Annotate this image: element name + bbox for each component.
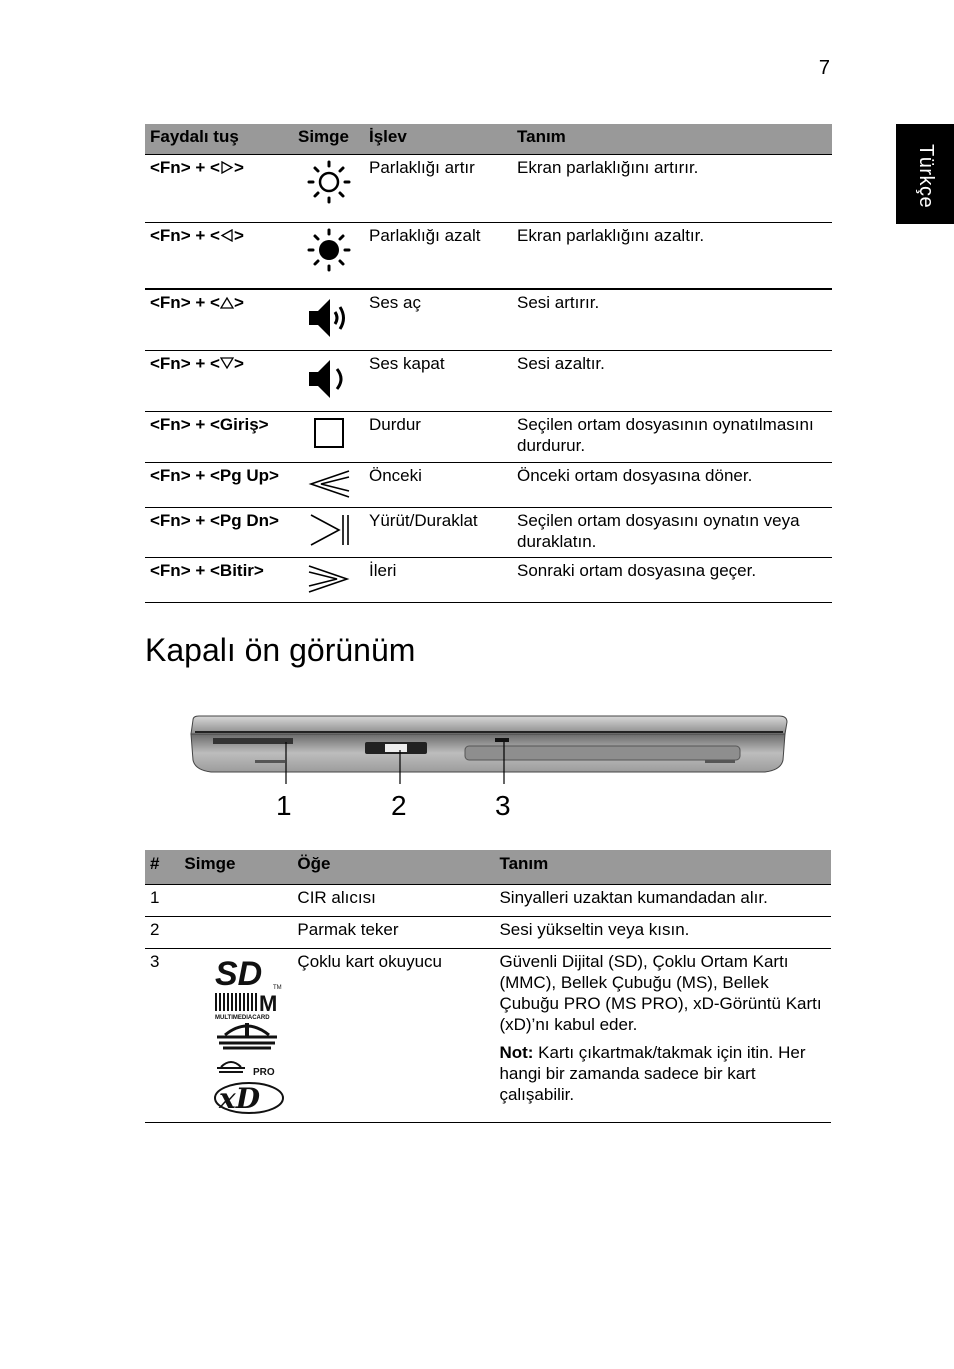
item-number: 1 (145, 884, 179, 916)
left-triangle-icon (220, 229, 234, 242)
right-triangle-icon (220, 161, 234, 174)
function-cell: Yürüt/Duraklat (364, 507, 512, 557)
item-number: 2 (145, 916, 179, 948)
header-hotkey: Faydalı tuş (145, 124, 293, 154)
table-row (145, 884, 831, 916)
hotkey-cell: <Fn> + <Bitir> (145, 557, 293, 602)
hotkey-cell: <Fn> + < > (145, 222, 293, 289)
description-cell: Ekran parlaklığını azaltır. (512, 222, 832, 289)
item-name: Parmak teker (292, 916, 494, 948)
volume-down-icon (293, 350, 364, 411)
table-row (145, 222, 832, 289)
brightness-up-icon (293, 154, 364, 222)
function-cell: Durdur (364, 411, 512, 462)
hotkey-cell: <Fn> + <Pg Dn> (145, 507, 293, 557)
laptop-front-view (185, 712, 791, 827)
function-cell: İleri (364, 557, 512, 602)
item-description-cell (494, 948, 831, 1122)
hotkey-cell: <Fn> + < > (145, 350, 293, 411)
table-row (145, 154, 832, 222)
svg-text:PRO: PRO (253, 1066, 276, 1078)
header-function: İşlev (364, 124, 512, 154)
item-name: CIR alıcısı (292, 884, 494, 916)
language-tab-label: Türkçe (915, 144, 937, 209)
table-row (145, 411, 832, 462)
item-description: Güvenli Dijital (SD), Çoklu Ortam Kartı (MMC), Bellek Çubuğu (MS), Bellek Çubuğu PRO (MS PRO), xD-Görüntü Kartı (xD)’nı kabul eder. (499, 951, 822, 1034)
page-number: 7 (818, 57, 830, 79)
hotkey-table (145, 124, 832, 603)
item-icon-cell (179, 916, 292, 948)
hotkey-cell: <Fn> + < > (145, 154, 293, 222)
item-description: Sesi yükseltin veya kısın. (494, 916, 831, 948)
description-cell: Sesi artırır. (512, 289, 832, 350)
description-cell: Seçilen ortam dosyasının oynatılmasını durdurur. (512, 411, 832, 462)
function-cell: Önceki (364, 462, 512, 507)
table-row (145, 462, 832, 507)
play-pause-icon (293, 507, 364, 557)
item-icon-cell (179, 948, 292, 1122)
table-row (145, 948, 831, 1122)
table-row (145, 507, 832, 557)
table-row (145, 557, 832, 602)
stop-icon (293, 411, 364, 462)
hotkey-cell: <Fn> + < > (145, 289, 293, 350)
item-description: Sinyalleri uzaktan kumandadan alır. (494, 884, 831, 916)
hotkey-table-header (145, 124, 832, 154)
description-cell: Önceki ortam dosyasına döner. (512, 462, 832, 507)
table-row (145, 350, 832, 411)
note-label: Not: (499, 1042, 534, 1062)
function-cell: Parlaklığı azalt (364, 222, 512, 289)
hotkey-cell: <Fn> + <Pg Up> (145, 462, 293, 507)
function-cell: Ses kapat (364, 350, 512, 411)
items-table-header (145, 850, 831, 884)
header-icon: Simge (293, 124, 364, 154)
function-cell: Parlaklığı artır (364, 154, 512, 222)
description-cell: Sesi azaltır. (512, 350, 832, 411)
header-description: Tanım (512, 124, 832, 154)
item-icon-cell (179, 884, 292, 916)
function-cell: Ses aç (364, 289, 512, 350)
description-cell: Ekran parlaklığını artırır. (512, 154, 832, 222)
svg-text:TM: TM (273, 984, 283, 991)
item-number: 3 (145, 948, 179, 1122)
svg-text:SD: SD (215, 954, 263, 993)
table-row (145, 916, 831, 948)
note-text: Kartı çıkartmak/takmak için itin. Her hangi bir zamanda sadece bir kart çalışabilir. (499, 1042, 806, 1104)
items-table (145, 850, 831, 1123)
hotkey-cell: <Fn> + <Giriş> (145, 411, 293, 462)
description-cell: Seçilen ortam dosyasını oynatın veya duraklatın. (512, 507, 832, 557)
header-number: # (145, 850, 179, 884)
svg-text:M: M (259, 990, 278, 1016)
callout-1: 1 (276, 790, 292, 821)
section-title: Kapalı ön görünüm (145, 632, 416, 668)
memory-card-logos-icon (211, 955, 287, 1115)
header-description: Tanım (494, 850, 831, 884)
header-icon: Simge (179, 850, 292, 884)
previous-icon (293, 462, 364, 507)
next-icon (293, 557, 364, 602)
header-item: Öğe (292, 850, 494, 884)
volume-up-icon (293, 289, 364, 350)
svg-text:MULTIMEDIACARD: MULTIMEDIACARD (215, 1014, 270, 1021)
item-name: Çoklu kart okuyucu (292, 948, 494, 1122)
brightness-down-icon (293, 222, 364, 289)
language-tab (896, 124, 954, 224)
item-note (499, 1042, 826, 1105)
description-cell: Sonraki ortam dosyasına geçer. (512, 557, 832, 602)
svg-text:xD: xD (219, 1081, 261, 1115)
callout-3: 3 (495, 790, 511, 821)
table-row (145, 289, 832, 350)
callout-2: 2 (391, 790, 407, 821)
down-triangle-icon (220, 357, 234, 370)
up-triangle-icon (220, 296, 234, 309)
